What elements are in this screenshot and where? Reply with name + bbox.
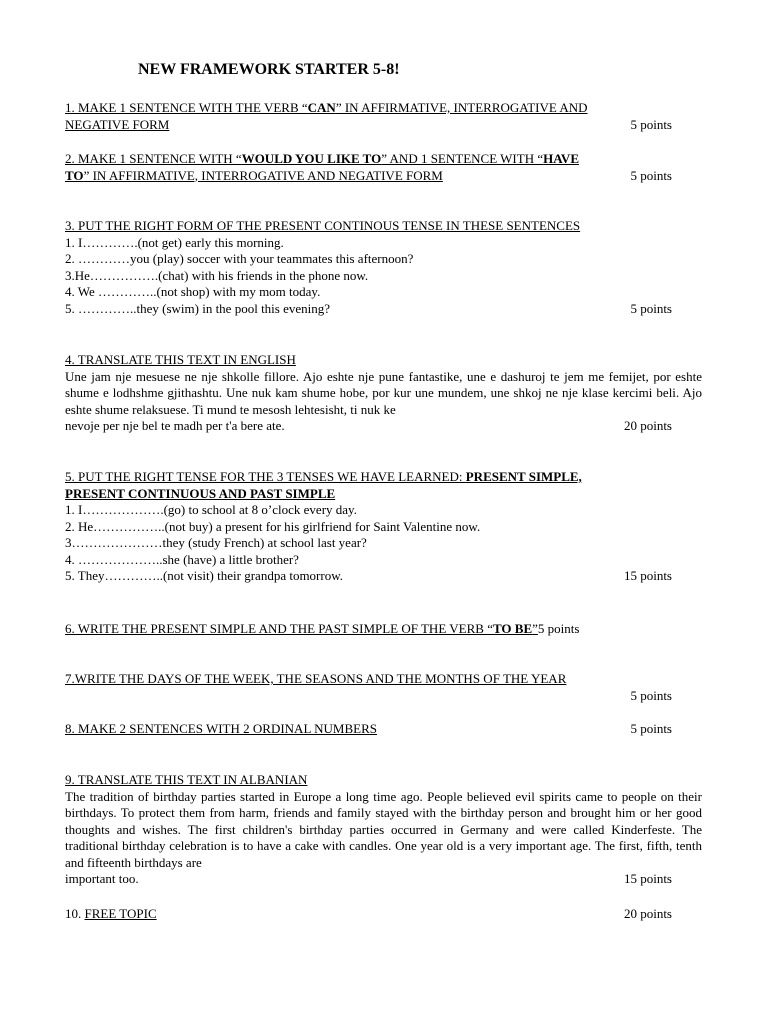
question-5-item: 4. ………………..she (have) a little brother?	[65, 551, 299, 567]
question-3-points: 5 points	[630, 300, 672, 316]
question-3-heading: 3. PUT THE RIGHT FORM OF THE PRESENT CONTINOUS TENSE IN THESE SENTENCES	[65, 218, 581, 233]
question-10-heading: FREE TOPIC	[84, 906, 157, 921]
question-8	[65, 721, 702, 738]
question-5	[65, 469, 702, 585]
question-8-points: 5 points	[630, 721, 672, 736]
question-9-points: 15 points	[623, 871, 672, 886]
question-10	[65, 906, 702, 923]
question-1-line-2: NEGATIVE FORM	[65, 116, 170, 132]
question-5-points: 15 points	[623, 568, 672, 583]
question-4-heading: 4. TRANSLATE THIS TEXT IN ENGLISH	[65, 352, 296, 367]
question-1-line-1: 1. MAKE 1 SENTENCE WITH THE VERB “CAN” IN AFFIRMATIVE, INTERROGATIVE AND	[65, 100, 588, 115]
question-5-item: 2. He……………..(not buy) a present for his girlfriend for Saint Valentine now.	[65, 518, 481, 534]
question-4-text: Une jam nje mesuese ne nje shkolle fillore. Ajo eshte nje pune fantastike, une e dashuroj te jem me femijet, por eshte shume e lodhshme gjithashtu. Une nuk kam shume hobe, por kur une mundem, une shkoj ne nje klase kercimi beli. Ajo eshte shume relaksuese. Ti mund te mesosh lehtesisht, ti nuk ke	[65, 368, 702, 417]
question-9-text-last: important too.	[65, 871, 139, 886]
question-2-points: 5 points	[630, 167, 672, 183]
question-5-item: 5. They…………..(not visit) their grandpa tomorrow.	[65, 568, 344, 583]
question-4-points: 20 points	[623, 418, 672, 433]
question-3-item: 5. …………..they (swim) in the pool this evening?	[65, 300, 331, 316]
question-7	[65, 671, 702, 704]
question-7-heading: 7.WRITE THE DAYS OF THE WEEK, THE SEASONS AND THE MONTHS OF THE YEAR	[65, 671, 567, 686]
question-6	[65, 621, 702, 638]
question-10-number: 10.	[65, 906, 85, 921]
question-3	[65, 218, 702, 317]
question-2-line-2: TO” IN AFFIRMATIVE, INTERROGATIVE AND NEGATIVE FORM	[65, 167, 443, 183]
question-5-item: 1. I……………….(go) to school at 8 o’clock every day.	[65, 502, 357, 517]
question-10-points: 20 points	[623, 906, 672, 921]
question-3-item: 1. I………….(not get) early this morning.	[65, 234, 284, 250]
question-8-heading: 8. MAKE 2 SENTENCES WITH 2 ORDINAL NUMBERS	[65, 721, 377, 736]
question-6-heading: 6. WRITE THE PRESENT SIMPLE AND THE PAST SIMPLE OF THE VERB “TO BE”	[65, 621, 538, 636]
question-2-line-1: 2. MAKE 1 SENTENCE WITH “WOULD YOU LIKE TO” AND 1 SENTENCE WITH “HAVE	[65, 151, 579, 166]
page-title: NEW FRAMEWORK STARTER 5-8!	[138, 61, 400, 78]
question-9-text: The tradition of birthday parties started in Europe a long time ago. People believed evil spirits came to people on their birthdays. To protect them from harm, friends and family stayed with the birthday person and brought him or her good thoughts and wishes. The first children's birthday parties occurred in Germany and were called Kinderfeste. The traditional birthday celebration is to have a cake with candles. One year old is a very important age. The first, fifth, tenth and fifteenth birthdays are	[65, 788, 702, 870]
question-6-points: 5 points	[537, 621, 580, 636]
question-3-item: 4. We …………..(not shop) with my mom today.	[65, 284, 321, 299]
question-1	[65, 100, 702, 133]
question-9-heading: 9. TRANSLATE THIS TEXT IN ALBANIAN	[65, 772, 308, 787]
question-5-heading-2: PRESENT CONTINUOUS AND PAST SIMPLE	[65, 485, 336, 501]
question-1-points: 5 points	[630, 116, 672, 132]
question-5-heading: 5. PUT THE RIGHT TENSE FOR THE 3 TENSES WE HAVE LEARNED: PRESENT SIMPLE,	[65, 469, 582, 484]
question-3-item: 2. …………you (play) soccer with your teammates this afternoon?	[65, 251, 414, 266]
question-4	[65, 352, 702, 435]
question-7-points: 5 points	[630, 687, 672, 703]
question-5-item: 3…………………they (study French) at school last year?	[65, 535, 367, 550]
question-9	[65, 772, 702, 888]
question-4-text-last: nevoje per nje bel te madh per t'a bere ate.	[65, 418, 285, 433]
question-2	[65, 151, 702, 184]
question-3-item: 3.He…………….(chat) with his friends in the phone now.	[65, 267, 369, 283]
